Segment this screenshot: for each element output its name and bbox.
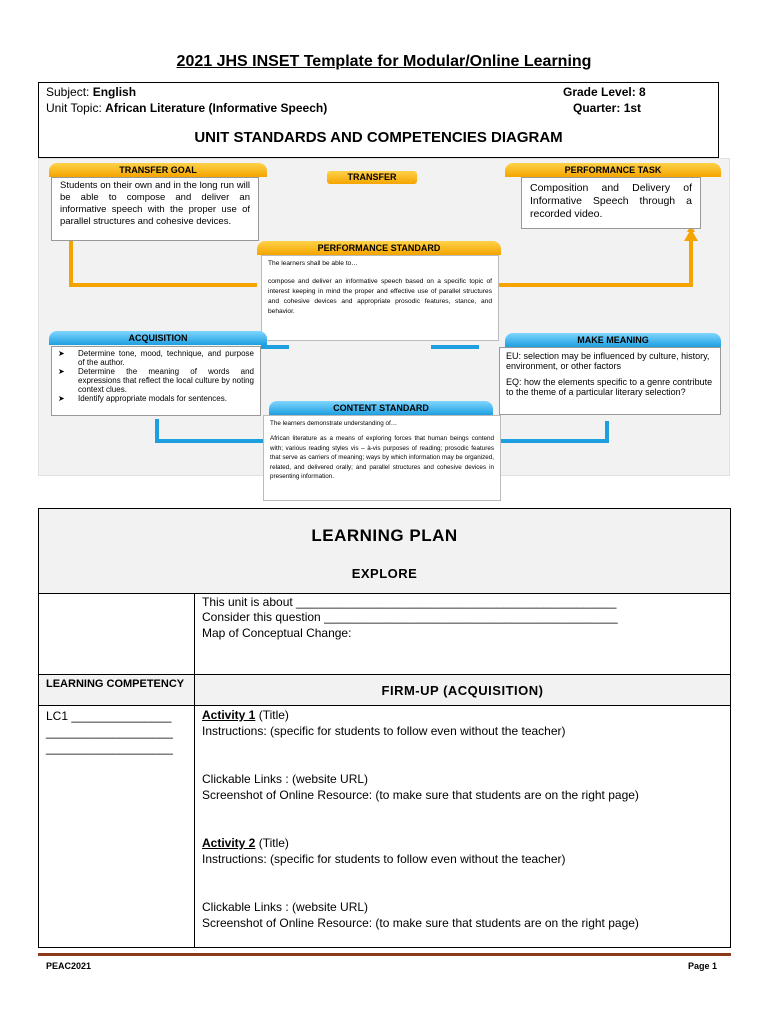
content-standard-label: CONTENT STANDARD [269,401,493,415]
gold-connector-right [499,237,691,285]
subject-value: English [92,85,137,99]
content-standard-text: African literature as a means of exploring forces that human beings contend with; various reading styles vis – à-vis purposes of reading; prosodic features that serve as carriers of meaning; ways by which information may be organized, related, and delivered orally; and parallel structures and cohesive devices in presenting information. [270,435,494,481]
activity-1-instructions: Instructions: (specific for students to follow even without the teacher) [202,724,566,738]
bullet-arrow-icon: ➤ [58,367,65,376]
performance-standard-label: PERFORMANCE STANDARD [257,241,501,255]
activity-1-screenshot: Screenshot of Online Resource: (to make sure that students are on the right page) [202,788,639,802]
acquisition-item: ➤ Determine the meaning of words and expressions that reflect the local culture by noting context clues. [58,367,254,394]
activity-2-links: Clickable Links : (website URL) [202,900,369,914]
learning-competency-header: LEARNING COMPETENCY [46,678,185,690]
make-meaning-box [499,347,721,415]
activity-1-heading: Activity 1 (Title) [202,708,289,722]
content-standard-intro: The learners demonstrate understanding of… [270,420,398,427]
lc1-line: LC1 _______________ [46,709,172,723]
divider [38,674,731,675]
transfer-label: TRANSFER [327,171,417,184]
acquisition-label: ACQUISITION [49,331,267,345]
bullet-arrow-icon: ➤ [58,394,65,403]
acquisition-item: ➤ Determine tone, mood, technique, and purpose of the author. [58,349,254,367]
diagram-title: UNIT STANDARDS AND COMPETENCIES DIAGRAM [194,129,563,146]
lc-blank-line: ___________________ [46,741,173,755]
divider [38,593,731,594]
activity-1-title: Activity 1 [202,708,256,722]
acquisition-box [51,346,261,416]
performance-standard-text: compose and deliver an informative speech based on a specific topic of interest keeping in mind the proper and effective use of parallel structures and cohesive devices and appropriate prosodic features, stance, and behavior. [268,278,492,315]
explore-heading: EXPLORE [351,566,418,581]
quarter-line [573,101,641,115]
footer-bar [38,953,731,956]
unit-topic-value: African Literature (Informative Speech) [105,101,328,115]
firmup-heading: FIRM-UP (ACQUISITION) [381,683,544,698]
unit-about-line: This unit is about ________________________________________________ [202,595,617,609]
subject-label: Subject: [46,85,90,99]
make-meaning-eq: EQ: how the elements specific to a genre contribute to the theme of a particular literary selection? [506,377,713,397]
blue-connector-left [157,419,267,441]
conceptual-change-line: Map of Conceptual Change: [202,626,352,640]
performance-standard-intro: The learners shall be able to… [268,260,358,267]
blue-connector-right [495,421,607,441]
activity-1-links: Clickable Links : (website URL) [202,772,369,786]
performance-task-box: Composition and Delivery of Informative Speech through a recorded video. [521,177,701,229]
make-meaning-eu: EU: selection may be influenced by culture, history, environment, or other factors [506,351,710,371]
activity-2-instructions: Instructions: (specific for students to follow even without the teacher) [202,852,566,866]
grade-label: Grade Level: [563,85,636,99]
learning-plan-title: LEARNING PLAN [311,526,458,545]
activity-2-screenshot: Screenshot of Online Resource: (to make sure that students are on the right page) [202,916,639,930]
column-divider [194,593,195,948]
content-standard-box [263,415,501,501]
consider-question-line: Consider this question ____________________________________________ [202,610,618,624]
divider [38,705,731,706]
performance-task-label: PERFORMANCE TASK [505,163,721,177]
grade-value: 8 [639,85,646,99]
document-title: 2021 JHS INSET Template for Modular/Online Learning [176,53,592,70]
make-meaning-label: MAKE MEANING [505,333,721,347]
performance-standard-box [261,255,499,341]
footer-left: PEAC2021 [46,961,92,971]
activity-2-heading: Activity 2 (Title) [202,836,289,850]
unit-topic-line [46,101,327,115]
acquisition-item: ➤ Identify appropriate modals for sentences. [58,394,227,403]
transfer-goal-label: TRANSFER GOAL [49,163,267,177]
gold-connector-left [71,239,257,285]
grade-line [563,85,646,99]
page-number: Page 1 [688,961,718,971]
subject-line [46,85,136,99]
transfer-goal-box: Students on their own and in the long run will be able to compose and deliver an informative speech with the proper use of parallel structures and cohesive devices. [51,177,259,241]
standards-diagram [38,158,730,481]
bullet-arrow-icon: ➤ [58,349,65,358]
quarter-label: Quarter: [573,101,621,115]
unit-topic-label: Unit Topic: [46,101,102,115]
quarter-value: 1st [623,101,642,115]
activity-2-title: Activity 2 [202,836,256,850]
lc-blank-line: ___________________ [46,725,173,739]
